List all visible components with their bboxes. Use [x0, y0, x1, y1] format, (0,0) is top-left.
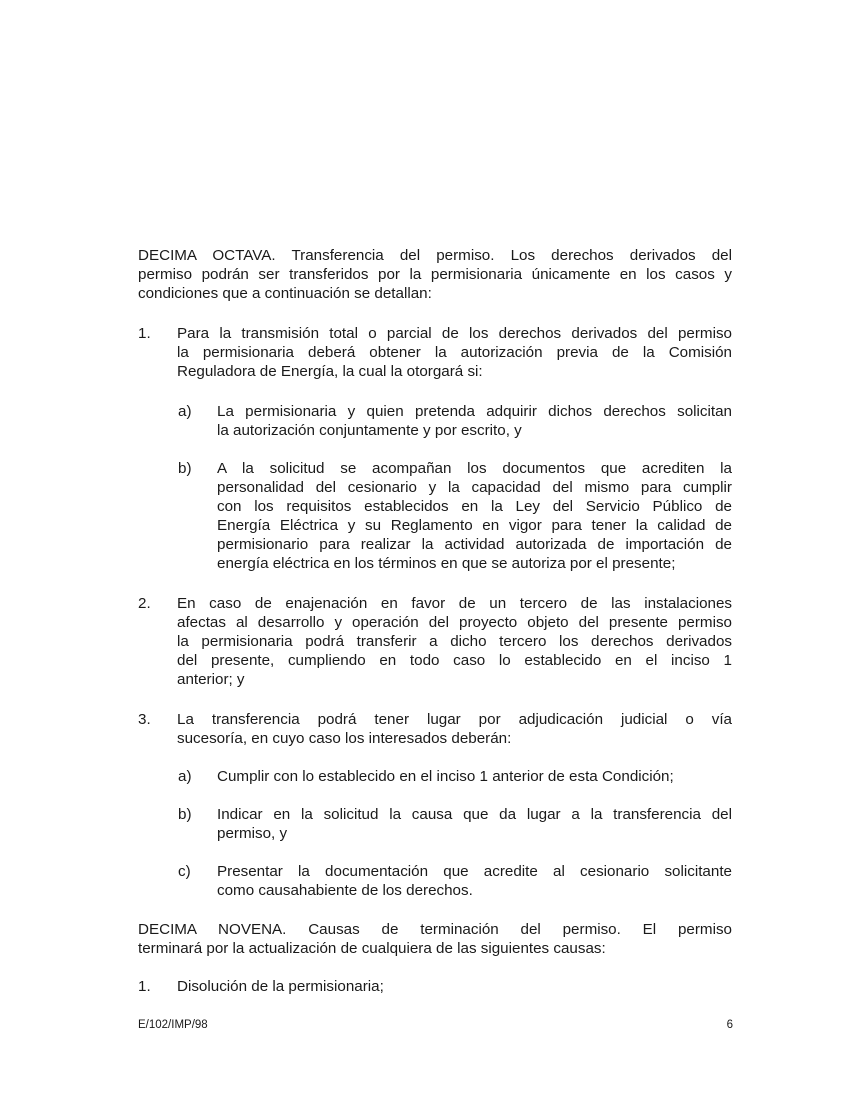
text-line: energía eléctrica en los términos en que se autoriza por el presente;: [217, 555, 676, 572]
list-item-1: [138, 324, 732, 384]
text-line: Indicar en la solicitud la causa que da lugar a la transferencia del: [217, 806, 732, 823]
text-line: condiciones que a continuación se detallan:: [138, 285, 432, 302]
text-line: Cumplir con lo establecido en el inciso 1 anterior de esta Condición;: [217, 768, 674, 785]
text-line: La transferencia podrá tener lugar por adjudicación judicial o vía: [177, 711, 732, 728]
list-item-3: [138, 710, 732, 750]
subitem-letter: a): [178, 768, 192, 785]
footer-doc-code: E/102/IMP/98: [138, 1019, 208, 1031]
text-line: personalidad del cesionario y la capacidad del mismo para cumplir: [217, 479, 732, 496]
text-line: anterior; y: [177, 671, 245, 688]
text-line: del presente, cumpliendo en todo caso lo establecido en el inciso 1: [177, 652, 732, 669]
text-line: DECIMA OCTAVA. Transferencia del permiso. Los derechos derivados del: [138, 247, 732, 264]
list-item-2: [138, 594, 732, 694]
footer-page-number: 6: [726, 1019, 733, 1031]
list-subitem-3b: [138, 805, 732, 845]
text-line: con los requisitos establecidos en la Ley del Servicio Público de: [217, 498, 732, 515]
text-line: sucesoría, en cuyo caso los interesados deberán:: [177, 730, 512, 747]
text-line: la permisionaria podrá transferir a dicho tercero los derechos derivados: [177, 633, 732, 650]
subitem-letter: b): [178, 460, 192, 477]
text-line: Presentar la documentación que acredite al cesionario solicitante: [217, 863, 732, 880]
subitem-letter: a): [178, 403, 192, 420]
text-line: Energía Eléctrica y su Reglamento en vigor para tener la calidad de: [217, 517, 732, 534]
list-subitem-3a: [138, 767, 732, 787]
text-line: La permisionaria y quien pretenda adquirir dichos derechos solicitan: [217, 403, 732, 420]
text-line: permiso podrán ser transferidos por la permisionaria únicamente en los casos y: [138, 266, 732, 283]
text-line: DECIMA NOVENA. Causas de terminación del permiso. El permiso: [138, 921, 732, 938]
subitem-letter: c): [178, 863, 191, 880]
text-line: En caso de enajenación en favor de un tercero de las instalaciones: [177, 595, 732, 612]
section-19-intro: [138, 920, 732, 958]
text-line: Disolución de la permisionaria;: [177, 978, 384, 995]
section-18-intro: [138, 246, 732, 303]
text-line: permiso, y: [217, 825, 288, 842]
text-line: A la solicitud se acompañan los documentos que acrediten la: [217, 460, 732, 477]
item-number: 3.: [138, 711, 151, 728]
text-line: terminará por la actualización de cualquiera de las siguientes causas:: [138, 940, 606, 957]
text-line: Reguladora de Energía, la cual la otorgará si:: [177, 363, 483, 380]
list-subitem-1b: [138, 459, 732, 579]
list-subitem-3c: [138, 862, 732, 902]
text-line: la autorización conjuntamente y por escrito, y: [217, 422, 522, 439]
text-line: Para la transmisión total o parcial de los derechos derivados del permiso: [177, 325, 732, 342]
item-number: 1.: [138, 325, 151, 342]
text-line: afectas al desarrollo y operación del proyecto objeto del presente permiso: [177, 614, 732, 631]
item-number: 2.: [138, 595, 151, 612]
text-line: la permisionaria deberá obtener la autorización previa de la Comisión: [177, 344, 732, 361]
list-subitem-1a: [138, 402, 732, 442]
item-number: 1.: [138, 978, 151, 995]
termination-item-1: [138, 977, 732, 997]
text-line: permisionario para realizar la actividad autorizada de importación de: [217, 536, 732, 553]
subitem-letter: b): [178, 806, 192, 823]
text-line: como causahabiente de los derechos.: [217, 882, 473, 899]
